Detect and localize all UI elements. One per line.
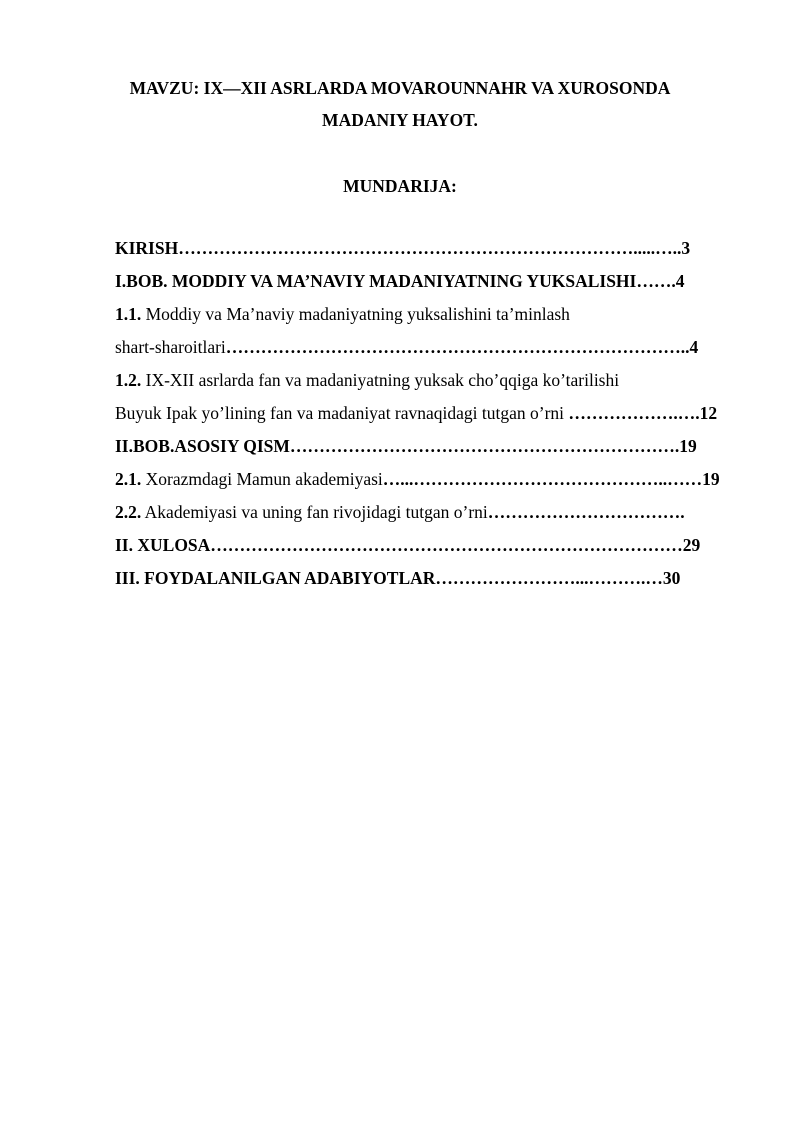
toc-entry-2-1 xyxy=(115,468,743,490)
document-title-line-1: MAVZU: IX—XII ASRLARDA MOVAROUNNAHR VA XUROSONDA xyxy=(129,78,671,98)
section-title-continued: shart-sharoitlari xyxy=(115,337,226,357)
dot-leader: ……………………………. xyxy=(487,502,685,522)
dot-leader-page: ……………….….12 xyxy=(568,403,718,423)
section-title: Akademiyasi va uning fan rivojidagi tutgan o’rni xyxy=(141,502,488,522)
dot-leader-page: …...……………………………………..……19 xyxy=(382,469,720,489)
toc-entry-1-1-line-2 xyxy=(115,336,743,358)
toc-entry-1-2-line-1 xyxy=(115,369,743,391)
toc-entry-1-1-line-1 xyxy=(115,303,743,325)
section-number: 1.1. xyxy=(115,304,142,324)
toc-heading: MUNDARIJA: xyxy=(343,176,457,196)
dot-leader-page: ……………………………………………………………………..4 xyxy=(225,337,699,357)
section-title: Xorazmdagi Mamun akademiyasi xyxy=(141,469,383,489)
toc-entry-references: III. FOYDALANILGAN ADABIYOTLAR……………………...……….…30 xyxy=(115,568,681,588)
toc-entry-kirish: KIRISH…………………………………………………………………….....…..3 xyxy=(115,238,691,258)
document-title-line-2: MADANIY HAYOT. xyxy=(322,110,478,130)
section-number: 1.2. xyxy=(115,370,142,390)
section-number: 2.1. xyxy=(115,469,142,489)
toc-entry-1-2-line-2 xyxy=(115,402,743,424)
section-title: Moddiy va Ma’naviy madaniyatning yuksalishini ta’minlash xyxy=(141,304,570,324)
toc-entry-chapter-1: I.BOB. MODDIY VA MA’NAVIY MADANIYATNING YUKSALISHI…….4 xyxy=(115,271,685,291)
section-title-continued: Buyuk Ipak yo’lining fan va madaniyat ravnaqidagi tutgan o’rni xyxy=(115,403,569,423)
section-title: IX-XII asrlarda fan va madaniyatning yuksak cho’qqiga ko’tarilishi xyxy=(141,370,620,390)
toc-entry-chapter-2: II.BOB.ASOSIY QISM………………………………………………………….19 xyxy=(115,436,697,456)
section-number: 2.2. xyxy=(115,502,142,522)
toc-entry-2-2 xyxy=(115,501,743,523)
toc-entry-conclusion: II. XULOSA………………………………………………………………………29 xyxy=(115,535,701,555)
